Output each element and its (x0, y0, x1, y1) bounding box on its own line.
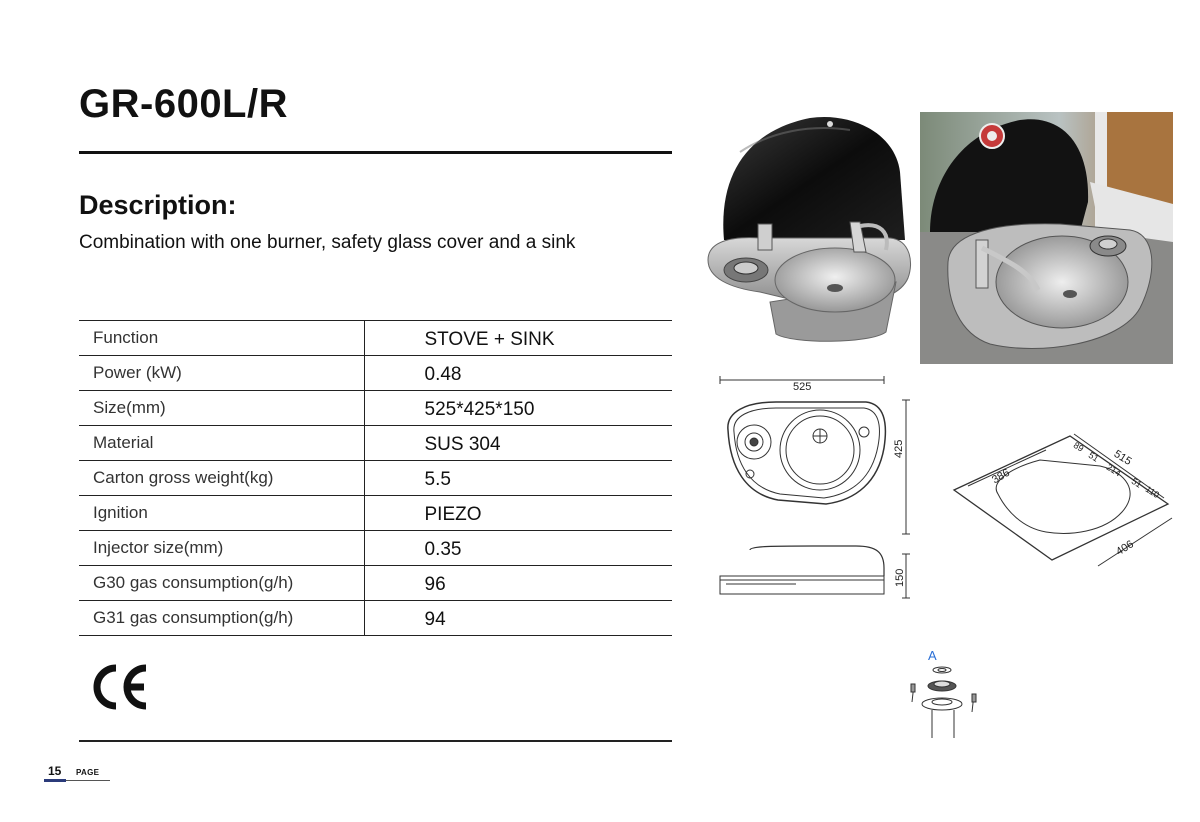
page-accent-bar (44, 779, 66, 782)
spec-label: Carton gross weight(kg) (79, 461, 364, 496)
table-row (79, 391, 672, 426)
product-photo-installed (920, 112, 1173, 364)
cutout-dim-386: 386 (990, 466, 1012, 487)
spec-value: STOVE + SINK (364, 321, 672, 356)
cutout-dim-51a: 51 (1086, 450, 1101, 464)
spec-label: Material (79, 426, 364, 461)
spec-value: 0.35 (364, 531, 672, 566)
cutout-dim-214: 214 (1104, 462, 1123, 479)
spec-value: 96 (364, 566, 672, 601)
spec-label: Injector size(mm) (79, 531, 364, 566)
cutout-dim-51b: 51 (1129, 476, 1144, 490)
table-row (79, 321, 672, 356)
dimension-depth-label: 425 (893, 439, 905, 458)
model-title: GR-600L/R (79, 82, 288, 126)
burner-parts-icon (902, 664, 984, 740)
spec-table (79, 320, 672, 636)
table-row (79, 566, 672, 601)
spec-label: G31 gas consumption(g/h) (79, 601, 364, 636)
page-label: PAGE (76, 768, 100, 777)
spec-value: 5.5 (364, 461, 672, 496)
table-row (79, 531, 672, 566)
dimension-height-label: 150 (894, 568, 906, 587)
spec-label: Function (79, 321, 364, 356)
page-underline (66, 780, 110, 781)
spec-label: Size(mm) (79, 391, 364, 426)
product-photo-open-lid (700, 112, 916, 356)
cutout-dim-406: 406 (1114, 538, 1136, 559)
table-row (79, 426, 672, 461)
parts-label: A (928, 648, 937, 663)
page-number: 15 (48, 764, 62, 778)
spec-value: 525*425*150 (364, 391, 672, 426)
dimension-width-label: 525 (793, 381, 812, 393)
spec-value: 94 (364, 601, 672, 636)
cutout-dim-110: 110 (1143, 484, 1162, 501)
description-heading: Description: (79, 190, 237, 220)
dimension-drawing-top-side (716, 372, 920, 606)
spec-value: PIEZO (364, 496, 672, 531)
cutout-dim-89: 89 (1071, 440, 1086, 454)
cutout-drawing (950, 428, 1180, 568)
title-divider (79, 151, 672, 154)
description-text: Combination with one burner, safety glass cover and a sink (79, 232, 576, 253)
spec-value: SUS 304 (364, 426, 672, 461)
ce-mark-icon (92, 664, 152, 710)
spec-label: Ignition (79, 496, 364, 531)
table-row (79, 356, 672, 391)
bottom-divider (79, 740, 672, 742)
table-row (79, 601, 672, 636)
spec-label: Power (kW) (79, 356, 364, 391)
spec-label: G30 gas consumption(g/h) (79, 566, 364, 601)
table-row (79, 461, 672, 496)
spec-value: 0.48 (364, 356, 672, 391)
table-row (79, 496, 672, 531)
cutout-dim-515: 515 (1111, 448, 1134, 468)
